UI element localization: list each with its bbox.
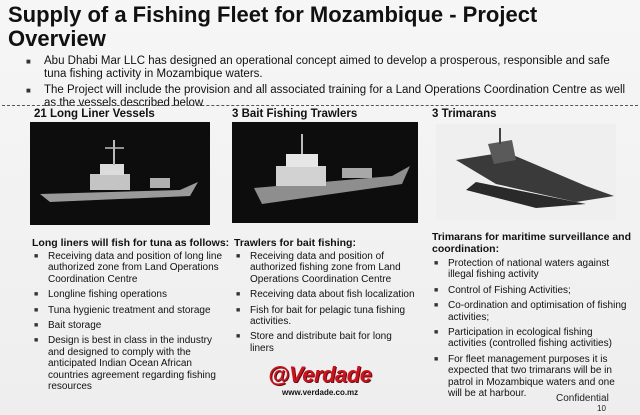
intro-bullet: ■ The Project will include the provision and all associated training for a Land Operations Coordination Centre as well as the vessels described below bbox=[26, 84, 626, 110]
column-lead: Long liners will fish for tuna as follows: bbox=[32, 237, 230, 249]
column-heading: 21 Long Liner Vessels bbox=[34, 108, 155, 120]
verdade-watermark-logo bbox=[268, 362, 384, 402]
long-liner-photo bbox=[30, 122, 210, 225]
list-item: ■ Store and distribute bait for long liners bbox=[236, 331, 416, 354]
list-item: ■ Protection of national waters against illegal fishing activity bbox=[434, 258, 630, 281]
list-item: ■ Fish for bait for pelagic tuna fishing activities. bbox=[236, 305, 416, 328]
list-item: ■ Receiving data and position of long line authorized zone from Land Operations Coordination Centre bbox=[34, 251, 230, 285]
list-item: ■ Co-ordination and optimisation of fishing activities; bbox=[434, 300, 630, 323]
column-heading: 3 Bait Fishing Trawlers bbox=[232, 108, 358, 120]
trawler-photo bbox=[232, 122, 418, 223]
list-item: ■ Participation in ecological fishing activities (controlled fishing activities) bbox=[434, 327, 630, 350]
list-item: ■ Design is best in class in the industry and designed to comply with the anticipated Indian Ocean African countries agreement regarding fishing resources bbox=[34, 335, 230, 392]
column-lead: Trimarans for maritime surveillance and coordination: bbox=[432, 231, 631, 255]
list-item: ■ Bait storage bbox=[34, 320, 230, 331]
list-item: ■ Control of Fishing Activities; bbox=[434, 285, 630, 296]
intro-bullet: ■ Abu Dhabi Mar LLC has designed an operational concept aimed to develop a prosperous, responsible and safe tuna fishing activity in Mozambique waters. bbox=[26, 55, 626, 81]
list-item: ■ Longline fishing operations bbox=[34, 289, 230, 300]
column-list bbox=[34, 251, 230, 396]
page-title: Supply of a Fishing Fleet for Mozambique - Project Overview bbox=[8, 2, 538, 51]
column-trimarans bbox=[432, 107, 622, 121]
trimaran-photo bbox=[436, 124, 616, 220]
column-lead: Trawlers for bait fishing: bbox=[234, 237, 356, 249]
watermark-name: @Verdade bbox=[268, 362, 372, 387]
page-number: 10 bbox=[597, 404, 606, 413]
column-list bbox=[236, 251, 416, 358]
list-item: ■ Receiving data about fish localization bbox=[236, 289, 416, 300]
list-item: ■ Receiving data and position of authorized fishing zone from Land Operations Coordination Centre bbox=[236, 251, 416, 285]
column-long-liners bbox=[34, 107, 224, 121]
column-list bbox=[434, 258, 630, 403]
list-item: ■ For fleet management purposes it is expected that two trimarans will be in patrol in Mozambique waters and one will be at harbour. bbox=[434, 354, 630, 400]
confidential-label: Confidential bbox=[556, 393, 609, 404]
column-trawlers bbox=[232, 107, 422, 121]
column-heading: 3 Trimarans bbox=[432, 108, 497, 120]
section-divider bbox=[2, 105, 638, 106]
list-item: ■ Tuna hygienic treatment and storage bbox=[34, 305, 230, 316]
watermark-url: www.verdade.co.mz bbox=[282, 388, 359, 397]
